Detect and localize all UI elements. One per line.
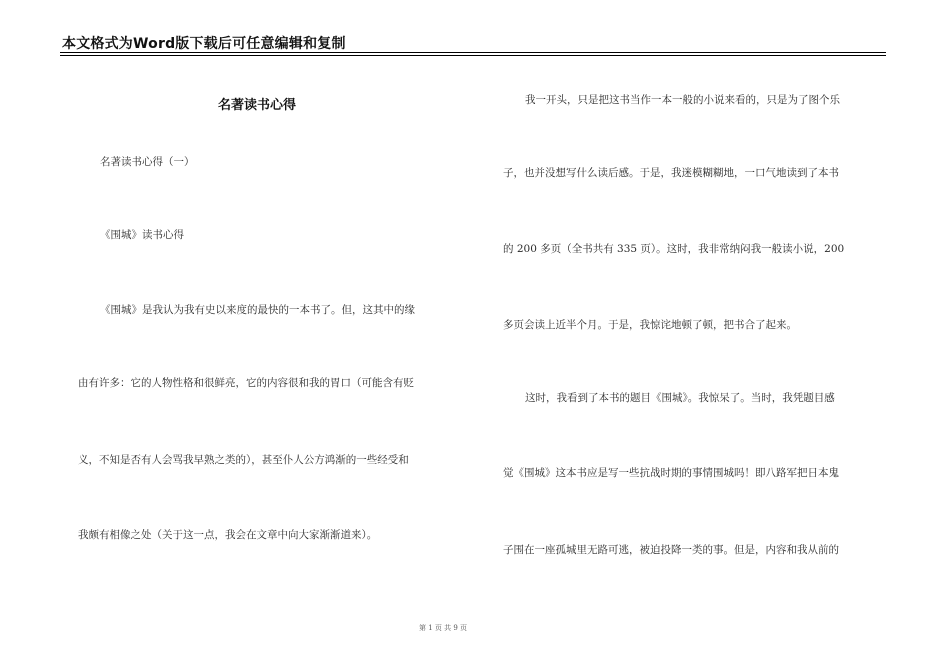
- body-line: 义，不知是否有人会骂我早熟之类的），甚至仆人公方鸿渐的一些经受和: [78, 454, 409, 466]
- body-line: 《围城》是我认为我有史以来度的最快的一本书了。但，这其中的缘: [100, 304, 415, 316]
- paragraph-heading-1: 名著读书心得（一）: [100, 156, 195, 168]
- body-line: 子，也并没想写什么读后感。于是，我迷模糊糊地，一口气地读到了本书: [503, 167, 839, 179]
- body-line: 子围在一座孤城里无路可逃，被迫投降一类的事。但是，内容和我从前的: [503, 544, 839, 556]
- body-line: 觉《围城》这本书应是写一些抗战时期的事情围城吗！即八路军把日本鬼: [503, 467, 839, 479]
- body-line: 由有许多：它的人物性格和很鲜亮，它的内容很和我的胃口（可能含有贬: [78, 377, 414, 389]
- header-rule-top: [60, 52, 886, 53]
- paragraph-heading-2: 《围城》读书心得: [100, 229, 184, 241]
- body-line: 我一开头，只是把这书当作一本一般的小说来看的，只是为了图个乐: [525, 94, 840, 106]
- body-line: 我颇有相像之处（关于这一点，我会在文章中向大家渐渐道来）。: [78, 529, 378, 541]
- header-rule-bottom: [60, 55, 886, 56]
- header-banner: 本文格式为Word版下载后可任意编辑和复制: [62, 36, 346, 52]
- body-line: 这时，我看到了本书的题目《围城》。我惊呆了。当时，我凭题目感: [525, 392, 835, 404]
- page-number: 第 1 页 共 9 页: [418, 624, 468, 632]
- document-title: 名著读书心得: [218, 98, 297, 113]
- body-line: 多页会读上近半个月。于是，我惊诧地顿了顿，把书合了起来。: [503, 319, 797, 331]
- body-line: 的 200 多页（全书共有 335 页）。这时，我非常纳闷我一般读小说，200: [503, 243, 845, 255]
